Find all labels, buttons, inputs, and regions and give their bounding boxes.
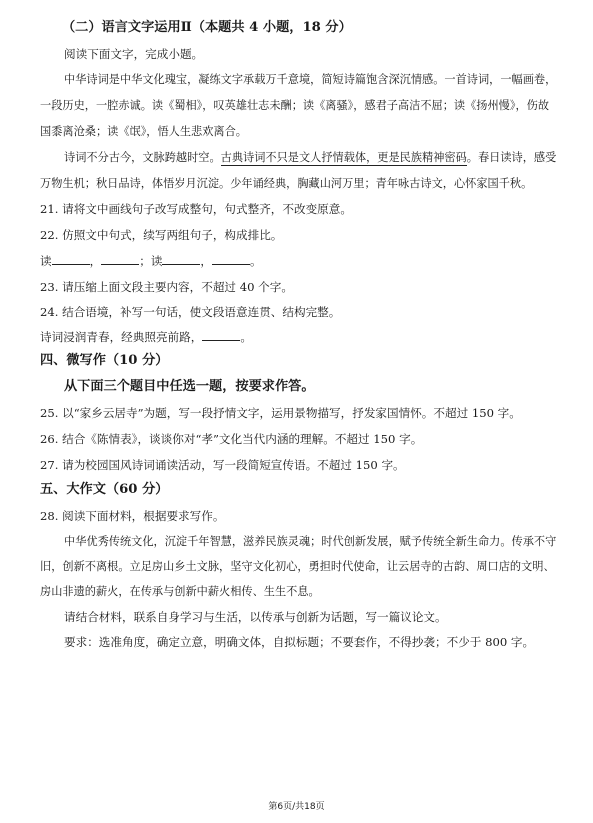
passage-p2-line2: 万物生机；秋日品诗，体悟岁月沉淀。少年诵经典，胸藏山河万里；青年咏古诗文，心怀家国千秋。 [40,177,533,190]
section4-title: 四、微写作（10 分） [40,353,169,368]
question-24-fill [40,329,252,345]
section5-title: 五、大作文（60 分） [40,482,169,497]
fill-prefix: 读 [40,254,52,268]
fill-text: 诗词浸润青春，经典照亮前路， [40,330,203,344]
question-22-fill [40,253,262,269]
passage-p1-line1: 中华诗词是中华文化瑰宝，凝练文字承载万千意境，简短诗篇饱含深沉情感。一首诗词，一幅画卷， [64,73,557,86]
underlined-sentence: 古典诗词不只是文人抒情载体，更是民族精神密码 [220,151,467,164]
reading-intro: 阅读下面文字，完成小题。 [64,47,204,61]
answer-blank-2[interactable] [101,253,139,265]
fill-comma: ， [89,254,102,268]
fill-comma-2: ， [200,254,213,268]
section2-title: （二）语言文字运用Ⅱ（本题共 4 小题，18 分） [62,20,352,35]
question-27: 27. 请为校园国风诗词诵读活动，写一段简短宣传语。不超过 150 字。 [40,458,405,472]
question-22: 22. 仿照文中句式，续写两组句子，构成排比。 [40,228,283,242]
material-line2: 旧，创新不离根。立足房山乡土文脉，坚守文化初心，勇担时代使命，让云居寺的古韵、周口店的文明、 [40,560,555,573]
passage-p2-line1 [64,150,556,166]
answer-blank-4[interactable] [212,253,250,265]
fill-middle: ；读 [139,254,163,268]
material-line3: 房山非遗的薪火，在传承与创新中薪火相传、生生不息。 [40,585,320,598]
question-25: 25. 以“家乡云居寺”为题，写一段抒情文字，运用景物描写，抒发家国情怀。不超过 150 字。 [40,406,521,420]
fill-end: 。 [250,254,262,268]
passage-p2-rest: 。春日读诗，感受 [466,151,557,164]
section4-instruction: 从下面三个题目中任选一题，按要求作答。 [64,379,315,394]
question-24: 24. 结合语境，补写一句话，使文段语意连贯、结构完整。 [40,305,341,319]
question-28: 28. 阅读下面材料，根据要求写作。 [40,509,225,523]
answer-blank-1[interactable] [52,253,90,265]
passage-p1-line2: 一段历史，一腔赤诚。读《蜀相》，叹英雄壮志未酬；读《离骚》，感君子高洁不屈；读《扬州慢》，伤故 [40,99,550,112]
passage-p1-line3: 国黍离沧桑；读《氓》，悟人生悲欢离合。 [40,125,247,138]
passage-p2-start: 诗词不分古今，文脉跨越时空。 [64,151,221,164]
question-21: 21. 请将文中画线句子改写成整句，句式整齐，不改变原意。 [40,202,352,216]
answer-blank-3[interactable] [162,253,200,265]
writing-requirements: 要求：选准角度，确定立意，明确文体，自拟标题；不要套作，不得抄袭；不少于 800 字。 [64,635,535,649]
question-26: 26. 结合《陈情表》，谈谈你对“孝”文化当代内涵的理解。不超过 150 字。 [40,432,423,446]
fill-end-2: 。 [240,330,252,344]
question-23: 23. 请压缩上面文段主要内容，不超过 40 个字。 [40,280,293,294]
writing-task: 请结合材料，联系自身学习与生活，以传承与创新为话题，写一篇议论文。 [64,610,447,624]
answer-blank-5[interactable] [202,329,240,341]
page-number: 第6页/共18页 [268,802,325,812]
material-line1: 中华优秀传统文化，沉淀千年智慧，滋养民族灵魂；时代创新发展，赋予传统全新生命力。传承不守 [64,535,557,548]
